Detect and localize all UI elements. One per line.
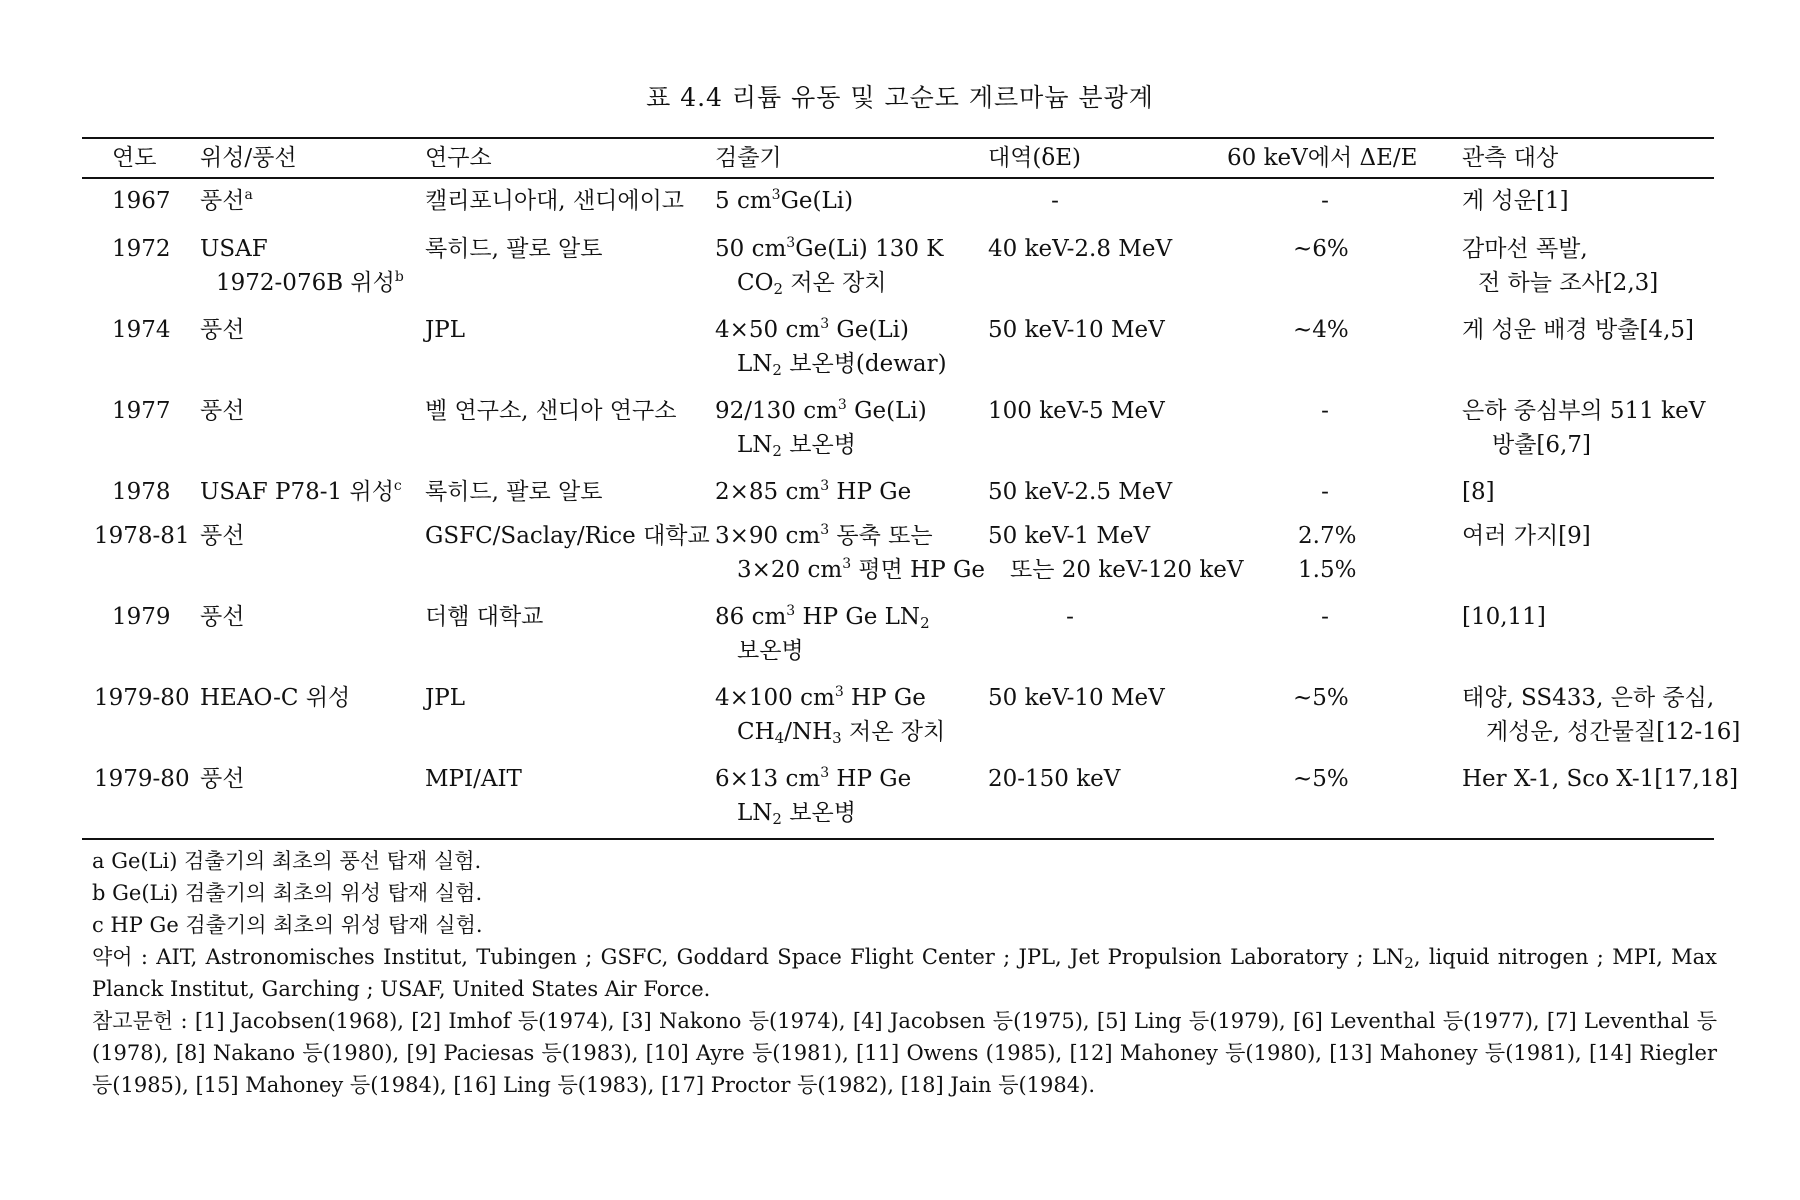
cell-target xyxy=(1462,394,1705,462)
cell-detector xyxy=(715,394,927,462)
detector-text-2b: 보온병 xyxy=(781,800,856,826)
cell-institution: 더햄 대학교 xyxy=(425,604,544,630)
abbreviations-text: 약어 : AIT, Astronomisches Institut, Tubingen ; GSFC, Goddard Space Flight Center ; JPL, Jet Propulsion Laboratory ; LN xyxy=(92,945,1405,969)
header-institution: 연구소 xyxy=(425,145,492,171)
cell-target-line2: 방출[6,7] xyxy=(1492,432,1591,458)
detector-text: 3×90 cm xyxy=(715,523,821,549)
cell-band-line2: 또는 20 keV-120 keV xyxy=(1010,557,1244,583)
cell-resolution: - xyxy=(1321,398,1329,424)
cell-resolution: ~5% xyxy=(1293,766,1349,792)
cell-platform-text: 풍선 xyxy=(200,188,245,214)
detector-text-b: Ge(Li) xyxy=(780,188,854,214)
cell-institution: JPL xyxy=(425,685,465,711)
detector-line2 xyxy=(715,347,947,381)
cell-platform-text-2: 1972-076B 위성 xyxy=(216,270,395,296)
detector-text-2: CO xyxy=(737,270,774,296)
cell-band: 50 keV-2.5 MeV xyxy=(988,479,1173,505)
abbreviations xyxy=(92,941,1717,1005)
header-detector: 검출기 xyxy=(715,145,782,171)
detector-text-2b: 저온 장치 xyxy=(783,270,887,296)
cell-detector xyxy=(715,762,911,830)
cell-institution: MPI/AIT xyxy=(425,766,522,792)
cell-resolution-line2: 1.5% xyxy=(1298,557,1357,583)
detector-text-2b: 보온병 xyxy=(781,432,856,458)
detector-line2 xyxy=(715,428,927,462)
cell-institution: 벨 연구소, 샌디아 연구소 xyxy=(425,398,677,424)
detector-text-2b: 평면 HP Ge xyxy=(851,557,985,583)
cell-institution: JPL xyxy=(425,317,465,343)
cell-detector xyxy=(715,313,947,381)
detector-line2: 보온병 xyxy=(737,638,804,664)
detector-text-2: LN xyxy=(737,432,773,458)
cell-band: 50 keV-10 MeV xyxy=(988,317,1165,343)
detector-line2 xyxy=(715,796,911,830)
cell-target: 여러 가지[9] xyxy=(1462,523,1591,549)
cell-platform-text: USAF xyxy=(200,236,268,262)
detector-text: 92/130 cm xyxy=(715,398,838,424)
detector-text-2: LN xyxy=(737,800,773,826)
detector-sub: 2 xyxy=(772,442,782,460)
detector-text-2c: 저온 장치 xyxy=(841,719,946,745)
detector-text-b: HP Ge xyxy=(829,479,912,505)
cell-resolution: - xyxy=(1321,479,1329,505)
cell-target-text: 태양, SS433, 은하 중심, xyxy=(1462,685,1715,711)
table-header-rule xyxy=(82,177,1714,179)
detector-text: 50 cm xyxy=(715,236,787,262)
detector-sub: 4 xyxy=(774,729,785,747)
cell-year: 1978 xyxy=(112,479,171,505)
cell-band: - xyxy=(1066,604,1074,630)
detector-text-2: 3×20 cm xyxy=(737,557,843,583)
cell-target: 게 성운[1] xyxy=(1462,188,1569,214)
cell-year: 1979-80 xyxy=(94,685,190,711)
footnote-c: c HP Ge 검출기의 최초의 위성 탑재 실험. xyxy=(92,913,483,937)
cell-target-line2: 게성운, 성간물질[12-16] xyxy=(1486,719,1741,745)
cell-band xyxy=(988,519,1244,587)
cell-platform: HEAO-C 위성 xyxy=(200,685,351,711)
detector-text-2: LN xyxy=(737,351,773,377)
cell-band: 20-150 keV xyxy=(988,766,1121,792)
cell-resolution-text: 2.7% xyxy=(1298,523,1357,549)
detector-sup: 3 xyxy=(820,765,830,781)
cell-institution: GSFC/Saclay/Rice 대학교 xyxy=(425,523,710,549)
cell-target: [8] xyxy=(1462,479,1495,505)
cell-target: Her X-1, Sco X-1[17,18] xyxy=(1462,766,1739,792)
cell-detector xyxy=(715,519,985,587)
cell-detector xyxy=(715,600,930,668)
cell-target: 게 성운 배경 방출[4,5] xyxy=(1462,317,1694,343)
detector-text: 2×85 cm xyxy=(715,479,821,505)
detector-text: 6×13 cm xyxy=(715,766,821,792)
cell-target xyxy=(1462,232,1658,300)
detector-sup: 3 xyxy=(820,316,830,332)
footnote-b: b Ge(Li) 검출기의 최초의 위성 탑재 실험. xyxy=(92,881,483,905)
cell-resolution: ~4% xyxy=(1293,317,1349,343)
detector-sub-2: 3 xyxy=(832,729,842,747)
detector-sup: 3 xyxy=(820,522,830,538)
detector-line2 xyxy=(715,266,943,300)
detector-sub: 2 xyxy=(772,361,782,379)
detector-text-2: CH xyxy=(737,719,775,745)
cell-platform-text: USAF P78-1 위성 xyxy=(200,479,394,505)
detector-text: 5 cm xyxy=(715,188,772,214)
cell-platform: 풍선 xyxy=(200,766,245,792)
cell-year: 1972 xyxy=(112,236,171,262)
cell-band: 100 keV-5 MeV xyxy=(988,398,1165,424)
footnote-a: a Ge(Li) 검출기의 최초의 풍선 탑재 실험. xyxy=(92,849,482,873)
cell-resolution: ~5% xyxy=(1293,685,1349,711)
detector-sub: 2 xyxy=(773,280,784,298)
detector-sup: 3 xyxy=(842,556,852,572)
cell-target xyxy=(1462,681,1740,749)
abbreviations-sub: 2 xyxy=(1404,954,1414,972)
detector-sub: 2 xyxy=(772,810,782,828)
cell-year: 1967 xyxy=(112,188,171,214)
detector-sup: 3 xyxy=(820,478,830,494)
detector-text-2b: 보온병(dewar) xyxy=(781,351,947,377)
detector-line2 xyxy=(715,715,945,749)
table-caption: 표 4.4 리튬 유동 및 고순도 게르마늄 분광계 xyxy=(646,83,1154,112)
cell-target-text: 감마선 폭발, xyxy=(1462,236,1588,262)
detector-text: 86 cm xyxy=(715,604,787,630)
detector-text: 4×100 cm xyxy=(715,685,835,711)
cell-target-line2: 전 하늘 조사[2,3] xyxy=(1478,270,1659,296)
cell-institution: 록히드, 팔로 알토 xyxy=(425,479,603,505)
cell-band: 40 keV-2.8 MeV xyxy=(988,236,1173,262)
cell-resolution: - xyxy=(1321,604,1329,630)
references: 참고문헌 : [1] Jacobsen(1968), [2] Imhof 등(1974), [3] Nakono 등(1974), [4] Jacobsen 등(1975), [5] Ling 등(1979), [6] Leventhal 등(1977), [7] Leventhal 등(1978), [8] Nakano 등(1980), [9] Paciesas 등(1983), [10] Ayre 등(1981), [11] Owens (1985), [12] Mahoney 등(1980), [13] Mahoney 등(1981), [14] Riegler 등(1985), [15] Mahoney 등(1984), [16] Ling 등(1983), [17] Proctor 등(1982), [18] Jain 등(1984). xyxy=(92,1009,1717,1097)
abbreviations-text-b: , liquid nitrogen ; MPI, Max Planck Institut, Garching ; USAF, United States Air Force. xyxy=(92,945,1717,1001)
detector-text-b: HP Ge xyxy=(829,766,912,792)
table-bottom-rule xyxy=(82,838,1714,840)
header-platform: 위성/풍선 xyxy=(200,145,297,171)
detector-text-2b: /NH xyxy=(784,719,833,745)
header-band: 대역(δE) xyxy=(988,145,1082,171)
detector-line2 xyxy=(715,553,985,587)
detector-text-b: HP Ge LN xyxy=(795,604,921,630)
cell-detector xyxy=(715,681,945,749)
cell-platform xyxy=(200,184,253,218)
detector-text: 4×50 cm xyxy=(715,317,821,343)
cell-platform: 풍선 xyxy=(200,398,245,424)
cell-band: 50 keV-10 MeV xyxy=(988,685,1165,711)
cell-institution: 록히드, 팔로 알토 xyxy=(425,236,603,262)
detector-sup: 3 xyxy=(786,603,796,619)
footnote-mark: c xyxy=(393,478,402,494)
cell-resolution xyxy=(1298,519,1356,587)
cell-resolution: ~6% xyxy=(1293,236,1349,262)
cell-platform xyxy=(200,232,404,300)
cell-detector xyxy=(715,232,943,300)
header-target: 관측 대상 xyxy=(1462,145,1559,171)
footnote-mark: a xyxy=(244,187,253,203)
cell-detector xyxy=(715,475,911,509)
cell-year: 1974 xyxy=(112,317,171,343)
detector-text-b: HP Ge xyxy=(843,685,926,711)
cell-platform: 풍선 xyxy=(200,604,245,630)
cell-resolution: - xyxy=(1321,188,1329,214)
cell-year: 1977 xyxy=(112,398,171,424)
cell-platform-line2 xyxy=(200,266,404,300)
cell-platform: 풍선 xyxy=(200,523,245,549)
cell-detector xyxy=(715,184,853,218)
cell-target: [10,11] xyxy=(1462,604,1546,630)
detector-text-b: 동축 또는 xyxy=(829,523,933,549)
cell-year: 1979-80 xyxy=(94,766,190,792)
cell-institution: 캘리포니아대, 샌디에이고 xyxy=(425,188,685,214)
detector-text-b: Ge(Li) xyxy=(829,317,909,343)
detector-text-b: Ge(Li) 130 K xyxy=(795,236,944,262)
detector-sup: 3 xyxy=(786,235,796,251)
detector-sup: 3 xyxy=(834,684,844,700)
detector-sup: 3 xyxy=(837,397,847,413)
header-year: 연도 xyxy=(112,145,157,171)
header-resolution: 60 keV에서 ΔE/E xyxy=(1227,145,1418,171)
cell-band-text: 50 keV-1 MeV xyxy=(988,523,1151,549)
cell-year: 1979 xyxy=(112,604,171,630)
cell-target-text: 은하 중심부의 511 keV xyxy=(1462,398,1706,424)
footnote-mark: b xyxy=(394,269,404,285)
table-notes xyxy=(92,845,1717,1101)
detector-sub: 2 xyxy=(920,614,930,632)
detector-sup: 3 xyxy=(771,187,781,203)
cell-band: - xyxy=(1051,188,1059,214)
cell-platform: 풍선 xyxy=(200,317,245,343)
detector-text-b: Ge(Li) xyxy=(846,398,927,424)
table-top-rule xyxy=(82,137,1714,139)
cell-year: 1978-81 xyxy=(94,523,190,549)
cell-platform xyxy=(200,475,402,509)
